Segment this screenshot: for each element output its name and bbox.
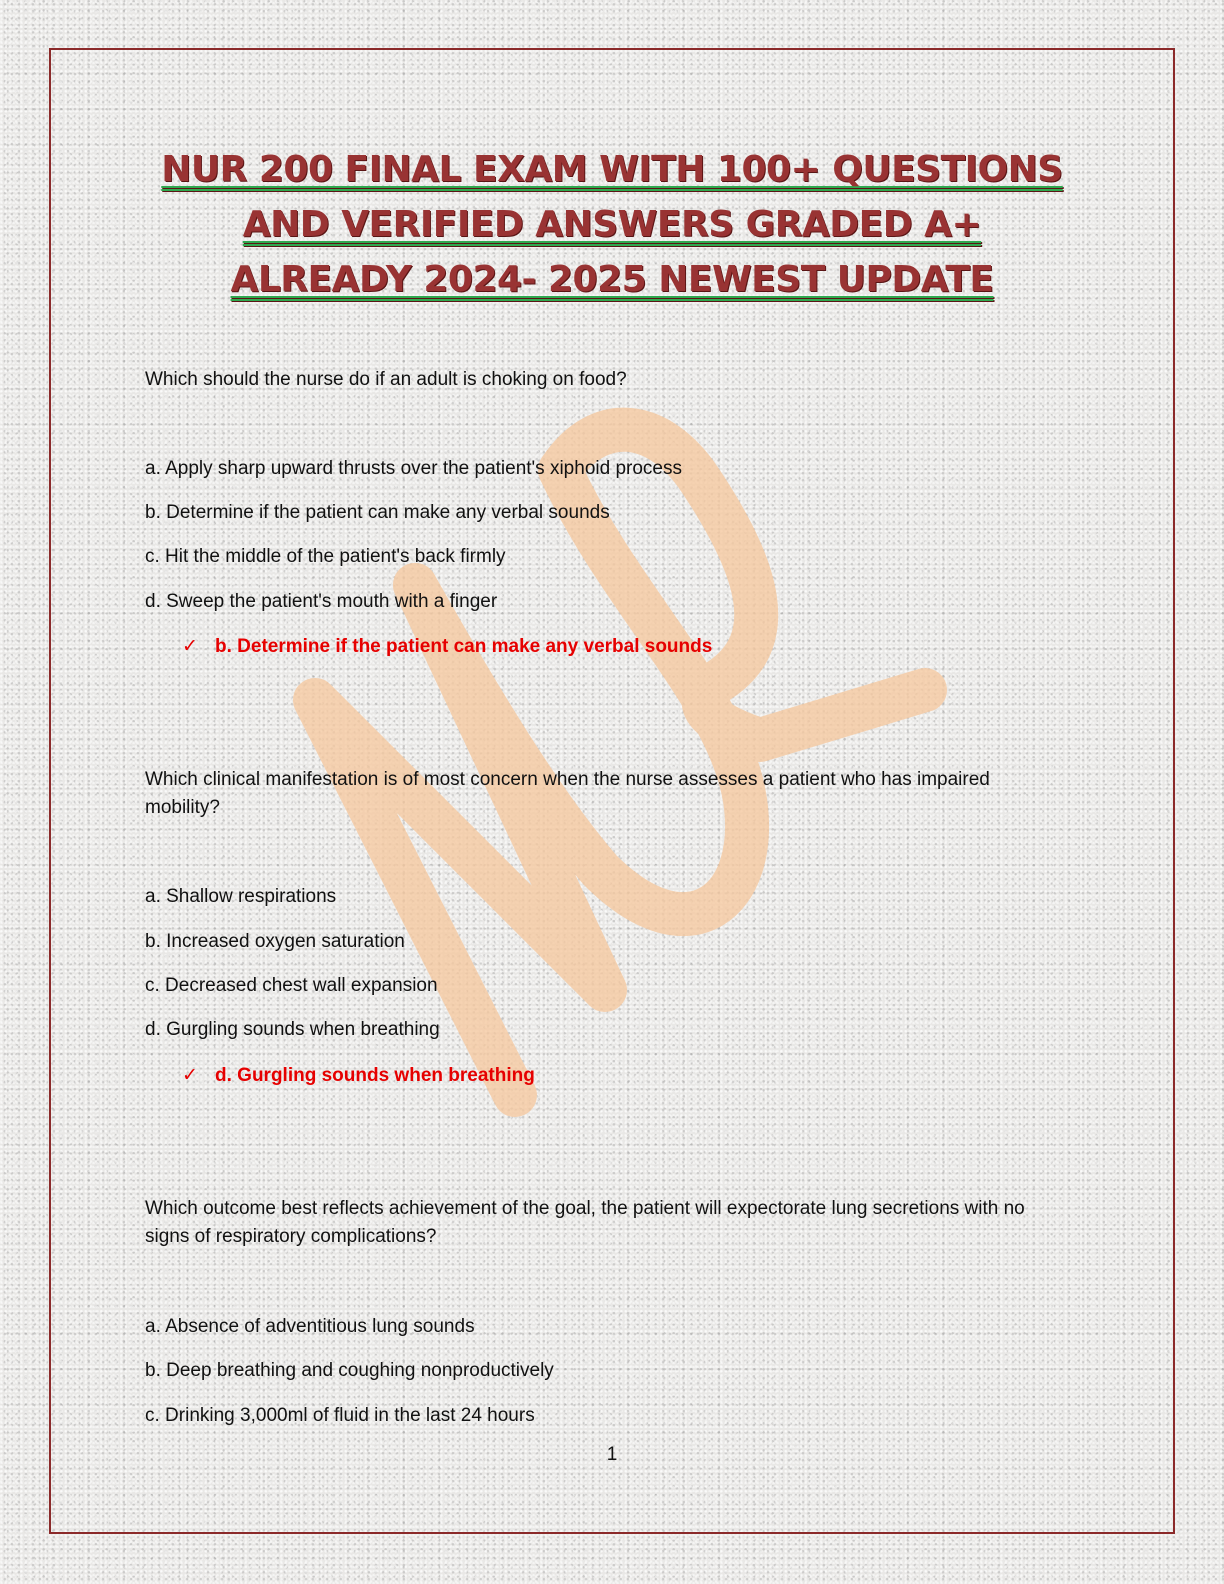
checkmark-icon: ✓ xyxy=(182,636,198,657)
question-2-option-c: c. Decreased chest wall expansion xyxy=(145,975,438,996)
title-line-2: AND VERIFIED ANSWERS GRADED A+ xyxy=(242,204,982,245)
watermark-text: NUR xyxy=(605,1000,608,1001)
question-1-option-c: c. Hit the middle of the patient's back firmly xyxy=(145,546,506,567)
question-1-option-b: b. Determine if the patient can make any verbal sounds xyxy=(145,502,610,523)
question-2-answer-text: d. Gurgling sounds when breathing xyxy=(215,1065,535,1086)
title-line-1: NUR 200 FINAL EXAM WITH 100+ QUESTIONS xyxy=(161,149,1063,190)
question-2-option-b: b. Increased oxygen saturation xyxy=(145,931,405,952)
question-1-text: Which should the nurse do if an adult is choking on food? xyxy=(145,369,627,390)
question-2-answer xyxy=(182,1062,535,1090)
question-1-option-a: a. Apply sharp upward thrusts over the patient's xiphoid process xyxy=(145,458,682,479)
checkmark-icon: ✓ xyxy=(182,1065,198,1086)
question-1-answer-text: b. Determine if the patient can make any verbal sounds xyxy=(215,636,713,657)
page-number: 1 xyxy=(606,1444,618,1465)
question-3-option-a: a. Absence of adventitious lung sounds xyxy=(145,1316,475,1337)
question-2-option-d: d. Gurgling sounds when breathing xyxy=(145,1019,440,1040)
question-2-option-a: a. Shallow respirations xyxy=(145,886,337,907)
page-title xyxy=(120,142,1104,307)
question-2-text: Which clinical manifestation is of most concern when the nurse assesses a patient who has impaired mobility? xyxy=(145,769,990,818)
question-3-option-b: b. Deep breathing and coughing nonproductively xyxy=(145,1360,554,1381)
question-3-option-c: c. Drinking 3,000ml of fluid in the last 24 hours xyxy=(145,1405,535,1426)
question-1-answer xyxy=(182,633,712,661)
title-line-3: ALREADY 2024- 2025 NEWEST UPDATE xyxy=(230,259,994,300)
question-3-text: Which outcome best reflects achievement of the goal, the patient will expectorate lung secretions with no signs of respiratory complications? xyxy=(145,1198,1025,1247)
question-1-option-d: d. Sweep the patient's mouth with a finger xyxy=(145,591,498,612)
